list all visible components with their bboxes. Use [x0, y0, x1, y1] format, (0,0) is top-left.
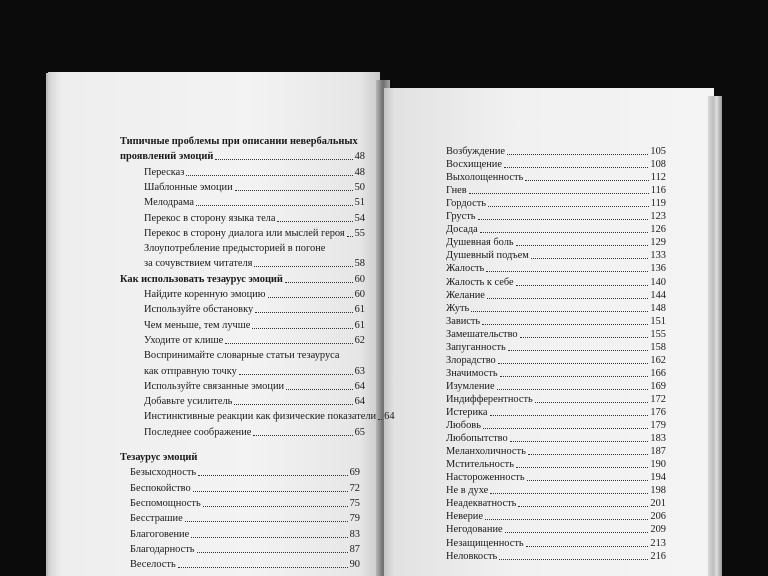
toc-entry-title: Благоговение — [130, 528, 190, 540]
toc-entry — [120, 274, 365, 286]
toc-page-number: 72 — [349, 482, 360, 494]
toc-entry-title: Грусть — [446, 211, 476, 223]
dot-leader — [498, 363, 649, 364]
dot-leader — [196, 205, 353, 206]
toc-entry-title: Запуганность — [446, 341, 506, 353]
dot-leader — [239, 374, 353, 375]
toc-entry-title: Тезаурус эмоций — [120, 452, 198, 463]
dot-leader — [191, 537, 347, 538]
toc-entry-title: как отправную точку — [144, 365, 237, 377]
dot-leader — [277, 221, 352, 222]
dot-leader — [285, 282, 353, 283]
toc-entry-title: Инстинктивные реакции как физические показатели — [144, 411, 377, 423]
toc-entry — [144, 381, 365, 393]
toc-page-number: 60 — [354, 273, 365, 285]
toc-entry — [446, 237, 666, 249]
dot-leader — [487, 298, 648, 299]
toc-page-number: 61 — [354, 319, 365, 331]
toc-entry — [446, 472, 666, 484]
toc-entry — [144, 396, 365, 408]
toc-entry-title: Настороженность — [446, 472, 525, 484]
dot-leader — [499, 559, 648, 560]
toc-entry — [446, 459, 666, 471]
toc-page-number: 64 — [354, 380, 365, 392]
dot-leader — [197, 552, 348, 553]
toc-entry — [130, 544, 360, 556]
dot-leader — [490, 415, 649, 416]
toc-entry — [446, 211, 666, 223]
dot-leader — [254, 266, 352, 267]
toc-entry-title: Как использовать тезаурус эмоций — [120, 273, 283, 285]
toc-entry-title: Используйте связанные эмоции — [144, 380, 285, 392]
toc-page-number: 119 — [650, 198, 666, 210]
dot-leader — [488, 206, 649, 207]
dot-leader — [178, 567, 348, 568]
toc-entry-title: Уходите от клише — [144, 334, 224, 346]
toc-entry-title: Злоупотребление предысторией в погоне — [144, 243, 326, 255]
toc-page-number: 87 — [349, 543, 360, 555]
toc-page-number: 201 — [650, 498, 666, 510]
toc-entry — [446, 342, 666, 354]
dot-leader — [469, 193, 649, 194]
dot-leader — [482, 324, 648, 325]
toc-entry-title: проявлений эмоций — [120, 151, 214, 163]
toc-page-number: 61 — [354, 304, 365, 316]
toc-entry — [130, 467, 360, 479]
toc-page-number: 162 — [650, 354, 666, 366]
toc-page-number: 116 — [650, 185, 666, 197]
dot-leader — [198, 475, 347, 476]
toc-entry-title: Меланхоличность — [446, 446, 526, 458]
dot-leader — [252, 328, 352, 329]
toc-page-number: 148 — [650, 302, 666, 314]
dot-leader — [255, 312, 352, 313]
toc-entry — [446, 250, 666, 262]
toc-entry — [144, 258, 365, 270]
toc-entry — [446, 511, 666, 523]
toc-entry — [446, 172, 666, 184]
toc-page-number: 54 — [354, 212, 365, 224]
toc-page-number: 90 — [349, 559, 360, 571]
toc-entry-title: Мелодрама — [144, 197, 195, 209]
toc-entry-title: Восхищение — [446, 159, 502, 171]
toc-entry-title: Душевная боль — [446, 237, 514, 249]
dot-leader — [531, 258, 649, 259]
dot-leader — [527, 480, 649, 481]
dot-leader — [378, 419, 382, 420]
toc-entry-title: Желание — [446, 289, 485, 301]
toc-page-number: 140 — [650, 276, 666, 288]
toc-entry — [446, 316, 666, 328]
toc-entry-title: Значимость — [446, 367, 498, 379]
toc-page-number: 206 — [650, 511, 666, 523]
toc-entry — [144, 366, 365, 378]
toc-entry-title: Добавьте усилитель — [144, 396, 233, 408]
toc-page-number: 133 — [650, 250, 666, 262]
toc-entry — [446, 290, 666, 302]
toc-page-number: 62 — [354, 334, 365, 346]
dot-leader — [528, 454, 649, 455]
dot-leader — [235, 190, 353, 191]
dot-leader — [480, 232, 649, 233]
toc-page-number: 112 — [650, 172, 666, 184]
dot-leader — [526, 546, 649, 547]
dot-leader — [508, 350, 649, 351]
toc-page-number: 158 — [650, 341, 666, 353]
toc-page-number: 129 — [650, 237, 666, 249]
toc-page-number: 179 — [650, 420, 666, 432]
toc-entry-title: Пересказ — [144, 166, 185, 178]
toc-entry — [446, 498, 666, 510]
toc-entry — [446, 277, 666, 289]
toc-entry — [144, 197, 365, 209]
toc-entry-title: Беспокойство — [130, 482, 191, 494]
toc-entry — [446, 185, 666, 197]
toc-entry-title: за сочувствием читателя — [144, 258, 253, 270]
dot-leader — [483, 428, 648, 429]
dot-leader — [253, 435, 352, 436]
toc-entry — [120, 151, 365, 163]
toc-page-number: 48 — [354, 151, 365, 163]
toc-entry — [446, 538, 666, 550]
toc-page-number: 50 — [354, 181, 365, 193]
toc-entry-title: Шаблонные эмоции — [144, 181, 233, 193]
dot-leader — [490, 493, 648, 494]
toc-entry-title: Любовь — [446, 420, 481, 432]
toc-entry — [130, 559, 360, 571]
toc-page-number: 155 — [650, 328, 666, 340]
toc-entry — [144, 289, 365, 301]
toc-entry — [144, 243, 365, 255]
toc-page-number: 194 — [650, 472, 666, 484]
toc-entry — [130, 498, 360, 510]
toc-entry-title: Найдите коренную эмоцию — [144, 289, 266, 300]
toc-page-number: 209 — [650, 524, 666, 536]
toc-page-number: 151 — [650, 315, 666, 327]
toc-entry — [144, 304, 365, 316]
toc-entry — [144, 228, 365, 240]
toc-entry-title: Выхолощенность — [446, 172, 524, 184]
toc-entry — [144, 427, 365, 439]
toc-page-number: 166 — [650, 367, 666, 379]
toc-page-number: 213 — [650, 537, 666, 549]
toc-entry — [144, 350, 365, 362]
toc-page-number: 172 — [650, 393, 666, 405]
toc-entry — [446, 329, 666, 341]
toc-entry — [446, 159, 666, 171]
toc-entry-title: Злорадство — [446, 354, 496, 366]
dot-leader — [193, 491, 348, 492]
toc-page-number: 136 — [650, 263, 666, 275]
dot-leader — [215, 159, 352, 160]
toc-page-number: 190 — [650, 459, 666, 471]
dot-leader — [516, 467, 648, 468]
toc-entry — [130, 529, 360, 541]
toc-entry — [130, 483, 360, 495]
toc-entry — [144, 167, 365, 179]
toc-page-number: 176 — [650, 407, 666, 418]
toc-entry-title: Беспомощность — [130, 497, 201, 509]
toc-entry-title: Изумление — [446, 380, 495, 392]
toc-page-number: 64 — [354, 396, 365, 408]
toc-entry-title: Незащищенность — [446, 537, 524, 549]
dot-leader — [286, 389, 353, 390]
toc-entry-title: Жалость — [446, 263, 485, 275]
toc-page-number: 65 — [354, 426, 365, 438]
toc-page-number: 126 — [650, 224, 666, 236]
toc-entry-title: Безысходность — [130, 467, 197, 479]
dot-leader — [504, 167, 648, 168]
toc-entry — [446, 381, 666, 393]
dot-leader — [234, 404, 352, 405]
toc-entry-title: Неловкость — [446, 550, 498, 562]
toc-entry-title: Неадекватность — [446, 498, 517, 510]
toc-page-number: 60 — [354, 289, 365, 300]
toc-page-number: 123 — [650, 211, 666, 223]
toc-entry-title: Гордость — [446, 198, 486, 210]
toc-page-number: 105 — [650, 146, 666, 157]
toc-entry-title: Жуть — [446, 302, 470, 314]
toc-entry-title: Благодарность — [130, 543, 195, 555]
toc-page-number: 51 — [354, 197, 365, 209]
toc-entry — [446, 303, 666, 315]
toc-entry-title: Негодование — [446, 524, 503, 536]
toc-entry-title: Веселость — [130, 559, 176, 571]
toc-entry-title: Жалость к себе — [446, 276, 514, 288]
page-edges — [708, 96, 722, 576]
toc-page-number: 169 — [650, 380, 666, 392]
dot-leader — [505, 532, 649, 533]
toc-page-number: 75 — [349, 497, 360, 509]
toc-page-number: 108 — [650, 159, 666, 171]
toc-entry — [144, 320, 365, 332]
toc-page-number: 187 — [650, 446, 666, 458]
dot-leader — [471, 311, 648, 312]
toc-page-number: 83 — [349, 528, 360, 540]
toc-page-number: 183 — [650, 433, 666, 445]
toc-entry-title: Воспринимайте словарные статьи тезауруса — [144, 350, 340, 362]
dot-leader — [347, 236, 353, 237]
toc-entry-title: Гнев — [446, 185, 467, 197]
toc-entry — [144, 182, 365, 194]
dot-leader — [478, 219, 649, 220]
toc-entry — [446, 355, 666, 367]
toc-entry-title: Душевный подъем — [446, 250, 529, 262]
toc-entry — [446, 433, 666, 445]
dot-leader — [186, 175, 352, 176]
dot-leader — [525, 180, 649, 181]
toc-entry-title: Чем меньше, тем лучше — [144, 319, 251, 331]
dot-leader — [225, 343, 352, 344]
dot-leader — [268, 297, 353, 298]
toc-entry — [144, 213, 365, 225]
toc-entry-title: Неверие — [446, 511, 483, 523]
toc-page-number: 64 — [384, 411, 395, 423]
toc-entry — [446, 368, 666, 380]
toc-entry-title: Используйте обстановку — [144, 304, 254, 316]
toc-page-number: 55 — [354, 227, 365, 239]
toc-entry — [144, 411, 395, 423]
dot-leader — [185, 521, 348, 522]
dot-leader — [520, 337, 649, 338]
toc-entry-title: Перекос в сторону языка тела — [144, 212, 276, 224]
toc-entry — [446, 551, 666, 563]
toc-entry — [446, 407, 666, 419]
toc-page-number: 79 — [349, 513, 360, 525]
toc-entry — [446, 394, 666, 406]
toc-entry — [446, 224, 666, 236]
toc-entry — [446, 198, 666, 210]
toc-entry — [144, 335, 365, 347]
toc-entry — [120, 452, 365, 464]
toc-page-number: 63 — [354, 365, 365, 377]
dot-leader — [516, 245, 649, 246]
toc-entry-title: Досада — [446, 224, 478, 236]
toc-entry — [446, 146, 666, 158]
toc-page-number: 48 — [354, 166, 365, 178]
toc-page-number: 58 — [354, 258, 365, 270]
dot-leader — [497, 389, 649, 390]
dot-leader — [500, 376, 649, 377]
dot-leader — [510, 441, 649, 442]
dot-leader — [485, 519, 648, 520]
toc-entry — [446, 420, 666, 432]
toc-entry — [130, 513, 360, 525]
toc-entry-title: Зависть — [446, 315, 481, 327]
toc-entry-title: Любопытство — [446, 433, 508, 445]
toc-entry-title: Индифферентность — [446, 393, 533, 405]
toc-entry-title: Истерика — [446, 407, 488, 418]
toc-entry-title: Последнее соображение — [144, 426, 252, 438]
toc-entry-title: Не в духе — [446, 485, 489, 497]
dot-leader — [518, 506, 648, 507]
toc-entry — [446, 263, 666, 275]
toc-entry-title: Замешательство — [446, 328, 518, 340]
toc-page-number: 216 — [650, 550, 666, 562]
toc-entry-title: Перекос в сторону диалога или мыслей героя — [144, 227, 345, 239]
dot-leader — [203, 506, 348, 507]
dot-leader — [535, 402, 649, 403]
toc-page-number: 144 — [650, 289, 666, 301]
dot-leader — [507, 154, 648, 155]
toc-entry — [120, 136, 365, 148]
toc-entry — [446, 485, 666, 497]
toc-entry — [446, 524, 666, 536]
toc-entry — [446, 446, 666, 458]
toc-page-number: 198 — [650, 485, 666, 497]
dot-leader — [516, 285, 649, 286]
dot-leader — [486, 271, 648, 272]
toc-entry-title: Бесстрашие — [130, 513, 183, 525]
toc-page-number: 69 — [349, 467, 360, 479]
toc-entry-title: Мстительность — [446, 459, 514, 471]
toc-entry-title: Типичные проблемы при описании невербальных — [120, 136, 358, 147]
toc-entry-title: Возбуждение — [446, 146, 505, 157]
